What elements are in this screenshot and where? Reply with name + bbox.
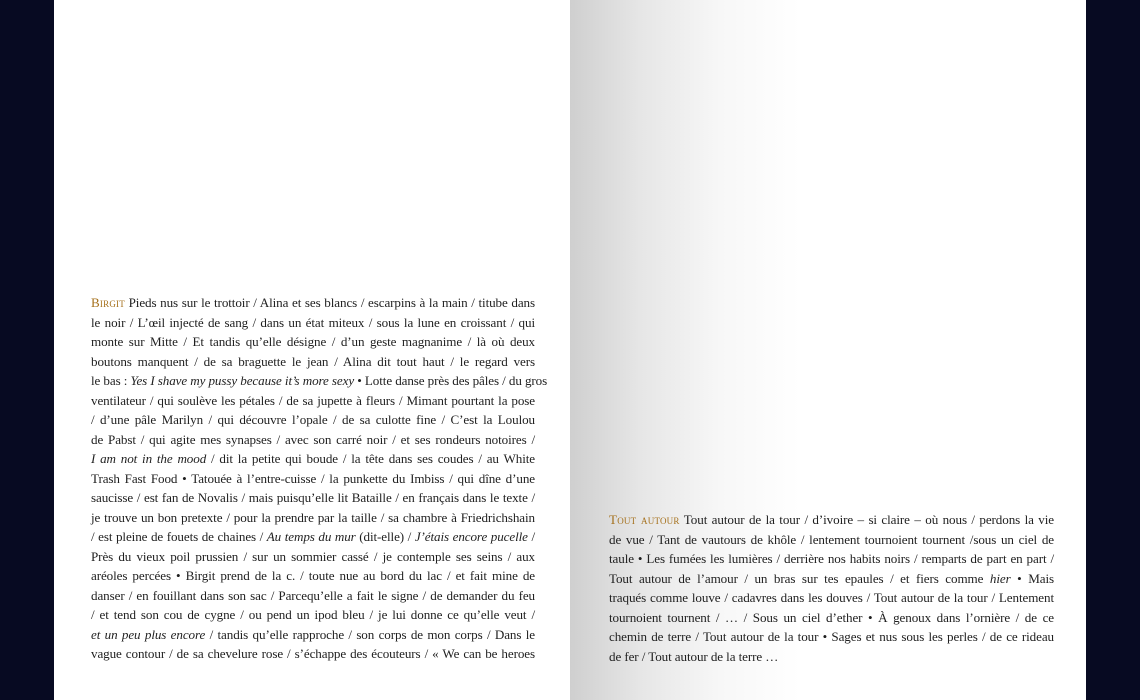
text-segment: chemin de terre / Tout autour de la tour • Sages et nus sous les perles / de ce rideau: [609, 629, 1054, 644]
text-segment: / dit la petite qui boude / la tête dans ses coudes / au White: [206, 451, 535, 466]
text-segment: / tandis qu’elle rapproche / son corps de mon corps / Dans le: [205, 626, 535, 642]
text-line: [91, 469, 535, 489]
text-segment: taule • Les fumées les lumières / derrière nos habits noirs / remparts de part en part /: [609, 551, 1054, 566]
text-segment: / et tend son cou de cygne / ou pend un ipod bleu / je lui donne ce qu’elle veut /: [91, 607, 535, 622]
text-line: [609, 510, 1054, 530]
text-line: [91, 410, 535, 430]
text-segment: traqués comme louve / cadavres dans les douves / Tout autour de la tour / Lentement: [609, 590, 1054, 605]
text-line: [91, 625, 535, 645]
italic-text: I am not in the mood: [91, 451, 207, 466]
text-line: [91, 527, 535, 547]
text-segment: je trouve un bon pretexte / pour la prendre par la taille / sa chambre à Friedrichshain: [91, 509, 535, 525]
text-line: [609, 549, 1054, 569]
text-line: [91, 586, 535, 606]
text-line: [609, 588, 1054, 608]
text-segment: Tout autour de l’amour / un bras sur tes epaules / et fiers comme: [609, 570, 990, 586]
text-segment: Tout autour de la tour / d’ivoire – si claire – où nous / perdons la vie: [679, 512, 1054, 527]
text-segment: (dit-elle) /: [355, 529, 415, 544]
text-segment: / d’une pâle Marilyn / qui découvre l’opale / de sa culotte fine / C’est la Loulou: [91, 412, 535, 427]
poem-birgit: [91, 293, 548, 664]
text-segment: de fer / Tout autour de la terre …: [609, 648, 779, 664]
text-line: [91, 430, 535, 450]
text-line: [91, 605, 535, 625]
text-segment: le noir / L’œil injecté de sang / dans un état miteux / sous la lune en croissant / qui: [91, 314, 535, 330]
text-segment: Trash Fast Food • Tatouée à l’entre-cuisse / la punkette du Imbiss / qui dîne d’une: [91, 470, 535, 486]
text-line: [609, 569, 1054, 589]
text-line: [609, 608, 1054, 628]
poem-heading: Tout autour: [609, 512, 680, 527]
text-segment: tournoient tournent / … / Sous un ciel d’ether • À genoux dans l’ornière / de ce: [609, 609, 1054, 625]
text-line: [91, 313, 535, 333]
poem-heading: Birgit: [91, 295, 125, 310]
italic-text: Au temps du mur: [266, 529, 356, 544]
text-line: [91, 293, 535, 313]
left-page: [54, 0, 570, 700]
text-segment: de Pabst / qui agite mes synapses / avec son carré noir / et ses rondeurs notoires /: [91, 431, 535, 447]
text-segment: • Mais: [1010, 570, 1054, 586]
italic-text: et un peu plus encore: [91, 626, 206, 642]
text-line: [91, 547, 535, 567]
text-line: [609, 627, 1054, 647]
text-segment: saucisse / est fan de Novalis / mais puisqu’elle lit Bataille / en français dans le texte /: [91, 490, 535, 505]
text-line: [91, 488, 535, 508]
text-segment: /: [527, 529, 535, 544]
text-line: [91, 352, 535, 372]
text-line: [91, 332, 535, 352]
text-segment: de vue / Tant de vautours de khôle / lentement tournoient tournent /sous un ciel de: [609, 531, 1054, 547]
italic-text: hier: [989, 570, 1011, 586]
text-line: [91, 508, 535, 528]
right-page: [570, 0, 1086, 700]
text-segment: / est pleine de fouets de chaines /: [91, 529, 267, 544]
text-line: [609, 530, 1054, 550]
text-segment: vague contour / de sa chevelure rose / s’échappe des écouteurs / « We can be heroes: [91, 646, 535, 661]
text-segment: monte sur Mitte / Et tandis qu’elle désigne / d’un geste magnanime / là où deux: [91, 334, 535, 349]
poem-tout-autour: [609, 510, 1054, 666]
text-line: [91, 391, 535, 411]
italic-text: J’étais encore pucelle: [414, 529, 528, 544]
text-line: [91, 566, 535, 586]
text-segment: Près du vieux poil prussien / sur un sommier cassé / je contemple ses seins / aux: [91, 548, 535, 564]
text-segment: le bas :: [91, 373, 131, 388]
text-line: [91, 371, 548, 391]
text-line: [91, 449, 535, 469]
text-segment: aréoles percées • Birgit prend de la c. / toute nue au bord du lac / et fait mine de: [91, 568, 535, 583]
text-line: [609, 647, 1054, 667]
italic-text: Yes I shave my pussy because it’s more sexy: [130, 373, 355, 388]
text-segment: boutons manquent / de sa braguette le jean / Alina dit tout haut / le regard vers: [91, 353, 535, 369]
text-segment: • Lotte danse près des pâles / du gros: [354, 373, 548, 388]
text-segment: danser / en fouillant dans son sac / Parcequ’elle a fait le signe / de demander du feu: [91, 587, 535, 603]
text-segment: Pieds nus sur le trottoir / Alina et ses blancs / escarpins à la main / titube dans: [124, 295, 535, 310]
text-segment: ventilateur / qui soulève les pétales / de sa jupette à fleurs / Mimant pourtant la pose: [91, 392, 535, 408]
text-line: [91, 644, 535, 664]
